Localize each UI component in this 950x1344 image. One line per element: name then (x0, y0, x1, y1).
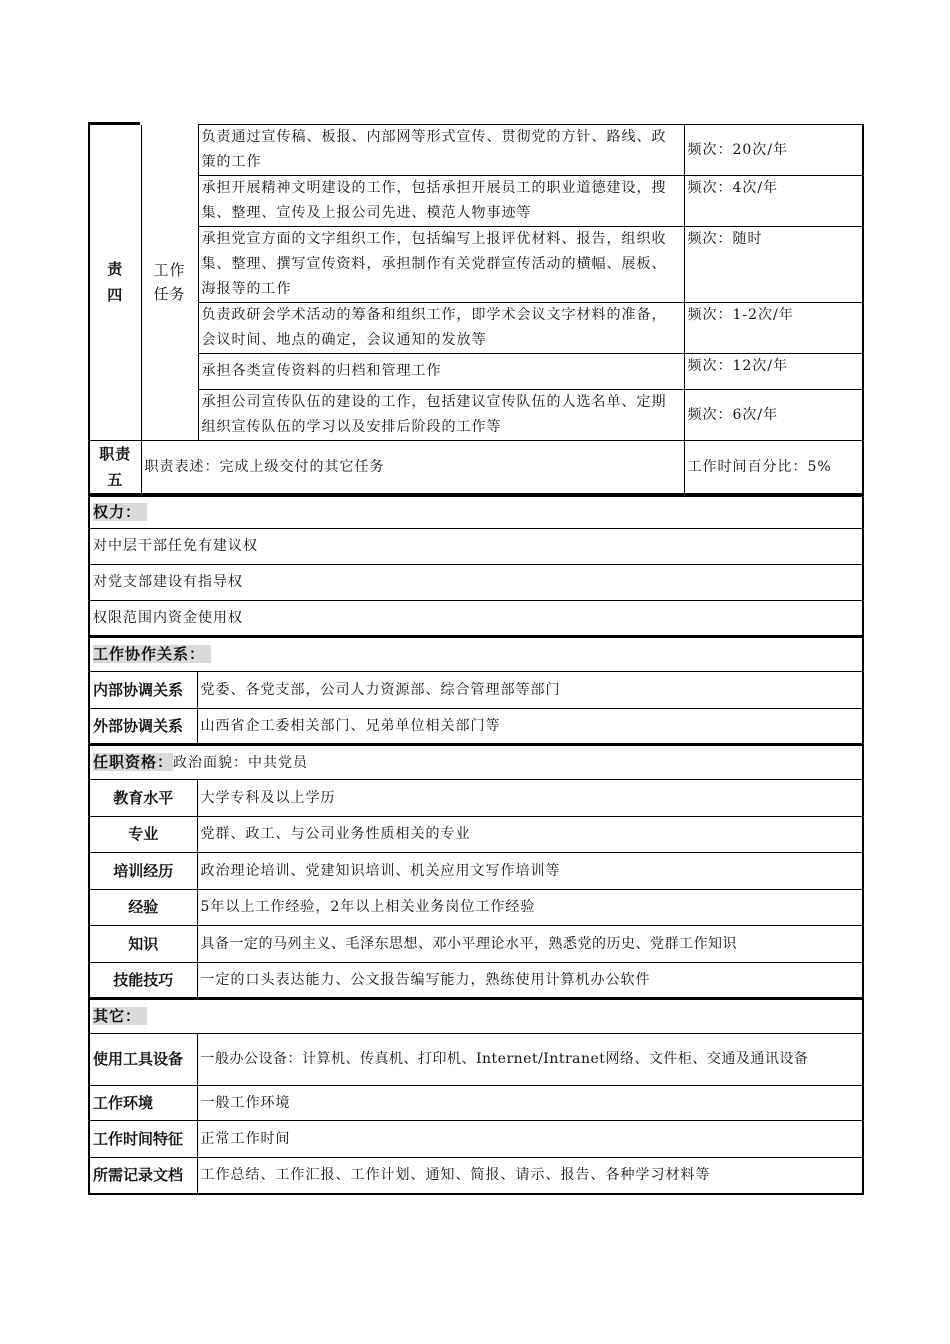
duty5-label-line1: 职责 (99, 445, 132, 463)
task-frequency: 频次：4次/年 (684, 176, 863, 227)
task-frequency: 频次：12次/年 (684, 354, 863, 390)
cooperation-heading-text: 工作协作关系： (93, 645, 211, 663)
qualification-label: 教育水平 (89, 780, 197, 817)
duty4-task-row (89, 125, 863, 176)
qualification-heading-row (89, 745, 863, 780)
qualification-value: 党群、政工、与公司业务性质相关的专业 (197, 817, 863, 853)
job-description-document (88, 124, 862, 1195)
qualification-value: 政治理论培训、党建知识培训、机关应用文写作培训等 (197, 853, 863, 890)
duty4-task-row (89, 390, 863, 441)
qualification-value: 具备一定的马列主义、毛泽东思想、邓小平理论水平，熟悉党的历史、党群工作知识 (197, 926, 863, 963)
qualification-label: 经验 (89, 890, 197, 926)
other-heading-row (89, 999, 863, 1034)
duty4-task-line1: 工作 (153, 261, 186, 280)
other-heading-text: 其它： (93, 1007, 147, 1025)
other-row (89, 1034, 863, 1086)
other-row (89, 1121, 863, 1158)
cooperation-label: 外部协调关系 (89, 709, 197, 745)
qualification-row (89, 890, 863, 926)
qualification-row (89, 926, 863, 963)
duty4-task-row (89, 354, 863, 390)
power-item (89, 565, 863, 601)
duty4-label-line2: 四 (107, 286, 124, 305)
political-status: 政治面貌：中共党员 (173, 754, 309, 771)
other-row (89, 1086, 863, 1121)
power-item (89, 529, 863, 565)
task-frequency: 频次：1-2次/年 (684, 303, 863, 354)
power-item-text: 权限范围内资金使用权 (89, 601, 863, 637)
qualification-label: 培训经历 (89, 853, 197, 890)
duty5-time-percentage: 工作时间百分比：5% (684, 441, 863, 494)
cooperation-heading-row (89, 637, 863, 672)
other-row (89, 1158, 863, 1194)
other-label: 所需记录文档 (89, 1158, 197, 1194)
other-value: 正常工作时间 (197, 1121, 863, 1158)
task-text: 负责政研会学术活动的筹备和组织工作，即学术会议文字材料的准备，会议时间、地点的确定，会议通知的发放等 (198, 303, 684, 354)
duty5-label (89, 441, 141, 494)
qualification-label: 知识 (89, 926, 197, 963)
other-label: 使用工具设备 (89, 1034, 197, 1086)
duty4-task-row (89, 176, 863, 227)
task-text: 承担公司宣传队伍的建设的工作，包括建议宣传队伍的人选名单、定期组织宣传队伍的学习以及安排后阶段的工作等 (198, 390, 684, 441)
qualification-row (89, 780, 863, 817)
power-heading-row (89, 496, 863, 529)
duty4-task-row (89, 227, 863, 303)
qualification-row (89, 853, 863, 890)
power-item-text: 对中层干部任免有建议权 (89, 529, 863, 565)
qualification-label: 技能技巧 (89, 963, 197, 999)
cooperation-heading (89, 637, 863, 672)
task-frequency: 频次：20次/年 (684, 125, 863, 176)
qualification-value: 大学专科及以上学历 (197, 780, 863, 817)
cooperation-value: 党委、各党支部，公司人力资源部、综合管理部等部门 (197, 672, 863, 709)
power-heading-text: 权力： (93, 503, 147, 521)
qualification-label: 专业 (89, 817, 197, 853)
task-text: 承担各类宣传资料的归档和管理工作 (198, 354, 684, 390)
duty5-label-line2: 五 (107, 471, 124, 489)
duty4-label (89, 125, 141, 441)
qualification-value: 一定的口头表达能力、公文报告编写能力，熟练使用计算机办公软件 (197, 963, 863, 999)
task-text: 负责通过宣传稿、板报、内部网等形式宣传、贯彻党的方针、路线、政策的工作 (198, 125, 684, 176)
duties-table (88, 124, 864, 494)
qualification-value: 5年以上工作经验，2年以上相关业务岗位工作经验 (197, 890, 863, 926)
other-label: 工作环境 (89, 1086, 197, 1121)
duty4-label-line1: 责 (107, 260, 124, 279)
qualification-row (89, 963, 863, 999)
power-item (89, 601, 863, 637)
power-item-text: 对党支部建设有指导权 (89, 565, 863, 601)
other-value: 工作总结、工作汇报、工作计划、通知、简报、请示、报告、各种学习材料等 (197, 1158, 863, 1194)
task-text: 承担开展精神文明建设的工作，包括承担开展员工的职业道德建设，搜集、整理、宣传及上报公司先进、模范人物事迹等 (198, 176, 684, 227)
other-heading (89, 999, 863, 1034)
cooperation-label: 内部协调关系 (89, 672, 197, 709)
task-frequency: 频次：6次/年 (684, 390, 863, 441)
task-text: 承担党宣方面的文字组织工作，包括编写上报评优材料、报告，组织收集、整理、撰写宣传资料，承担制作有关党群宣传活动的横幅、展板、海报等的工作 (198, 227, 684, 303)
qualification-heading (89, 745, 863, 780)
other-value: 一般工作环境 (197, 1086, 863, 1121)
qualification-heading-text: 任职资格： (93, 752, 174, 771)
cooperation-row (89, 672, 863, 709)
other-value: 一般办公设备：计算机、传真机、打印机、Internet/Intranet网络、文件柜、交通及通讯设备 (197, 1034, 863, 1086)
other-label: 工作时间特征 (89, 1121, 197, 1158)
duty5-row (89, 441, 863, 494)
cooperation-value: 山西省企工委相关部门、兄弟单位相关部门等 (197, 709, 863, 745)
duty5-description: 职责表述：完成上级交付的其它任务 (141, 441, 684, 494)
qualification-row (89, 817, 863, 853)
power-heading (89, 496, 863, 529)
cooperation-row (89, 709, 863, 745)
details-table (88, 494, 864, 1195)
task-frequency: 频次：随时 (684, 227, 863, 303)
duty4-task-row (89, 303, 863, 354)
duty4-task-line2: 任务 (153, 285, 186, 304)
duty4-task-label (141, 125, 198, 441)
